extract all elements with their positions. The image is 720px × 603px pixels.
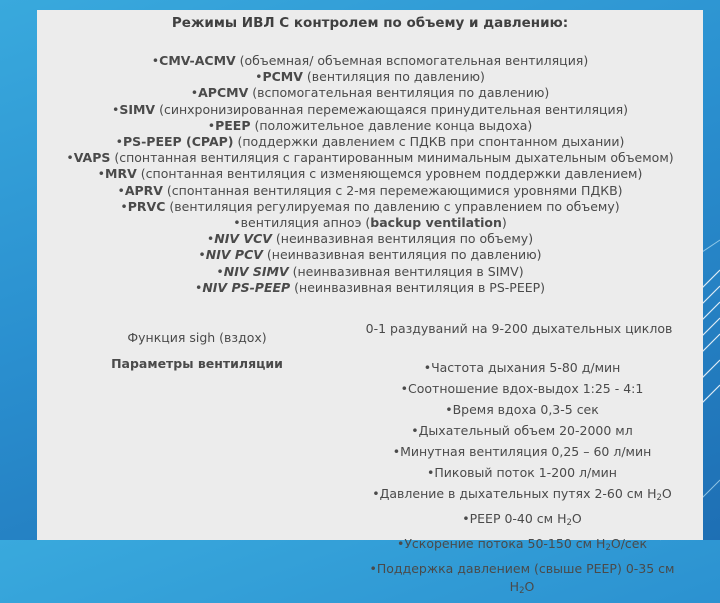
param-text: Пиковый поток 1-200 л/мин [434, 465, 617, 480]
mode-item [47, 69, 693, 85]
mode-item [47, 53, 693, 69]
mode-term: MRV [105, 166, 137, 182]
mode-term: APCMV [198, 85, 249, 101]
bullet-icon: • [117, 182, 125, 198]
param-item [357, 401, 687, 419]
mode-item [47, 247, 693, 263]
mode-description: (неинвазивная вентиляция по объему) [271, 231, 534, 247]
mode-item [47, 102, 693, 118]
bullet-icon: • [206, 231, 215, 247]
mode-description: (вентиляция по давлению) [302, 69, 485, 85]
param-text: Минутная вентиляция 0,25 – 60 л/мин [400, 444, 652, 459]
mode-term: PCMV [262, 69, 303, 85]
mode-term: VAPS [73, 150, 111, 166]
mode-item [47, 166, 693, 182]
mode-term: SIMV [119, 101, 156, 117]
params-list [357, 359, 687, 603]
param-item [357, 485, 687, 507]
mode-term: backup ventilation [370, 215, 502, 231]
bullet-icon: • [369, 561, 377, 576]
param-text: Поддержка давлением (свыше PEEP) 0-35 см H [376, 561, 675, 594]
bullet-icon: • [115, 134, 123, 150]
subscript: 2 [566, 518, 572, 528]
param-text: Ускорение потока 50-150 см H [404, 536, 606, 551]
content-card [37, 10, 703, 596]
param-text: Соотношение вдох-выдох 1:25 - 4:1 [408, 381, 644, 396]
mode-description: (спонтанная вентиляция с гарантированным минимальным дыхательным объемом) [110, 150, 674, 166]
mode-description: (объемная/ объемная вспомогательная вентиляция) [235, 53, 589, 68]
param-text: Давление в дыхательных путях 2-60 см H [379, 486, 657, 501]
bullet-icon: • [66, 150, 74, 166]
bullet-icon: • [372, 486, 380, 501]
param-item [357, 359, 687, 377]
bullet-icon: • [207, 117, 216, 133]
mode-description: (неинвазивная вентиляция в PS-PEEP) [290, 279, 546, 295]
param-text: Дыхательный объем 20-2000 мл [418, 423, 633, 438]
mode-item [47, 231, 693, 247]
bullet-icon: • [216, 263, 224, 279]
mode-suffix: ) [501, 215, 507, 231]
bullet-icon: • [462, 511, 470, 526]
bullet-icon: • [400, 381, 409, 396]
bullet-icon: • [151, 53, 160, 68]
mode-term: NIV PCV [205, 247, 263, 263]
mode-item [47, 183, 693, 199]
mode-item [47, 215, 693, 231]
bullet-icon: • [255, 69, 263, 85]
mode-term: PRVC [127, 198, 166, 214]
mode-description: (спонтанная вентиляция с 2-мя перемежающимися уровнями ПДКВ) [162, 182, 623, 198]
modes-list [47, 53, 693, 296]
mode-description: (синхронизированная перемежающаяся принудительная вентиляция) [155, 101, 629, 117]
bullet-icon: • [445, 402, 453, 417]
mode-description: (неинвазивная вентиляция в SIMV) [288, 263, 524, 279]
mode-term: PS-PEEP (CPAP) [122, 134, 234, 150]
mode-term: APRV [124, 182, 163, 198]
bullet-icon: • [427, 465, 435, 480]
mode-term: CMV-ACMV [159, 53, 236, 68]
bullet-icon: • [233, 215, 241, 231]
param-tail: O [661, 486, 672, 501]
bullet-icon: • [423, 360, 432, 375]
bullet-icon: • [411, 423, 419, 438]
slide-title: Режимы ИВЛ С контролем по объему и давлению: [171, 15, 569, 31]
mode-term: PEEP [215, 117, 251, 133]
mode-description: (неинвазивная вентиляция по давлению) [262, 247, 542, 263]
param-item [357, 443, 687, 461]
subscript: 2 [519, 586, 525, 596]
param-item [357, 510, 687, 532]
mode-item [47, 264, 693, 280]
mode-term: NIV VCV [214, 231, 272, 247]
bullet-icon: • [190, 85, 199, 101]
mode-description: (вспомогательная вентиляция по давлению) [248, 85, 550, 101]
mode-prefix: вентиляция апноэ ( [240, 215, 371, 231]
bullet-icon: • [392, 444, 401, 459]
param-item [357, 535, 687, 557]
mode-description: (поддержки давлением с ПДКВ при спонтанном дыхании) [233, 134, 625, 150]
mode-item [47, 280, 693, 296]
mode-item [47, 118, 693, 134]
mode-description: (положительное давление конца выдоха) [250, 117, 533, 133]
bullet-icon: • [120, 198, 128, 214]
param-item [357, 422, 687, 440]
mode-item [47, 199, 693, 215]
sigh-value: 0-1 раздуваний на 9-200 дыхательных циклов [365, 321, 673, 336]
bullet-icon: • [111, 101, 120, 117]
mode-item [47, 85, 693, 101]
subscript: 2 [656, 493, 662, 503]
param-tail: O [524, 579, 535, 594]
params-label: Параметры вентиляции [111, 356, 283, 371]
param-tail: O/сек [610, 536, 648, 551]
bullet-icon: • [194, 279, 203, 295]
mode-term: NIV SIMV [223, 263, 289, 279]
mode-description: (вентиляция регулируемая по давлению с управлением по объему) [165, 198, 620, 214]
param-item [357, 560, 687, 600]
param-item [357, 380, 687, 398]
subscript: 2 [605, 543, 611, 553]
param-text: Время вдоха 0,3-5 сек [452, 402, 599, 417]
mode-item [47, 150, 693, 166]
mode-item [47, 134, 693, 150]
bullet-icon: • [396, 536, 405, 551]
param-tail: O [571, 511, 582, 526]
param-text: PEEP 0-40 см H [469, 511, 567, 526]
bullet-icon: • [97, 166, 106, 182]
mode-term: NIV PS-PEEP [202, 279, 291, 295]
bullet-icon: • [198, 247, 206, 263]
param-text: Частота дыхания 5-80 д/мин [431, 360, 621, 375]
mode-description: (спонтанная вентиляция с изменяющемся уровнем поддержки давлением) [136, 166, 643, 182]
param-item [357, 464, 687, 482]
sigh-label: Функция sigh (вздох) [127, 330, 267, 345]
